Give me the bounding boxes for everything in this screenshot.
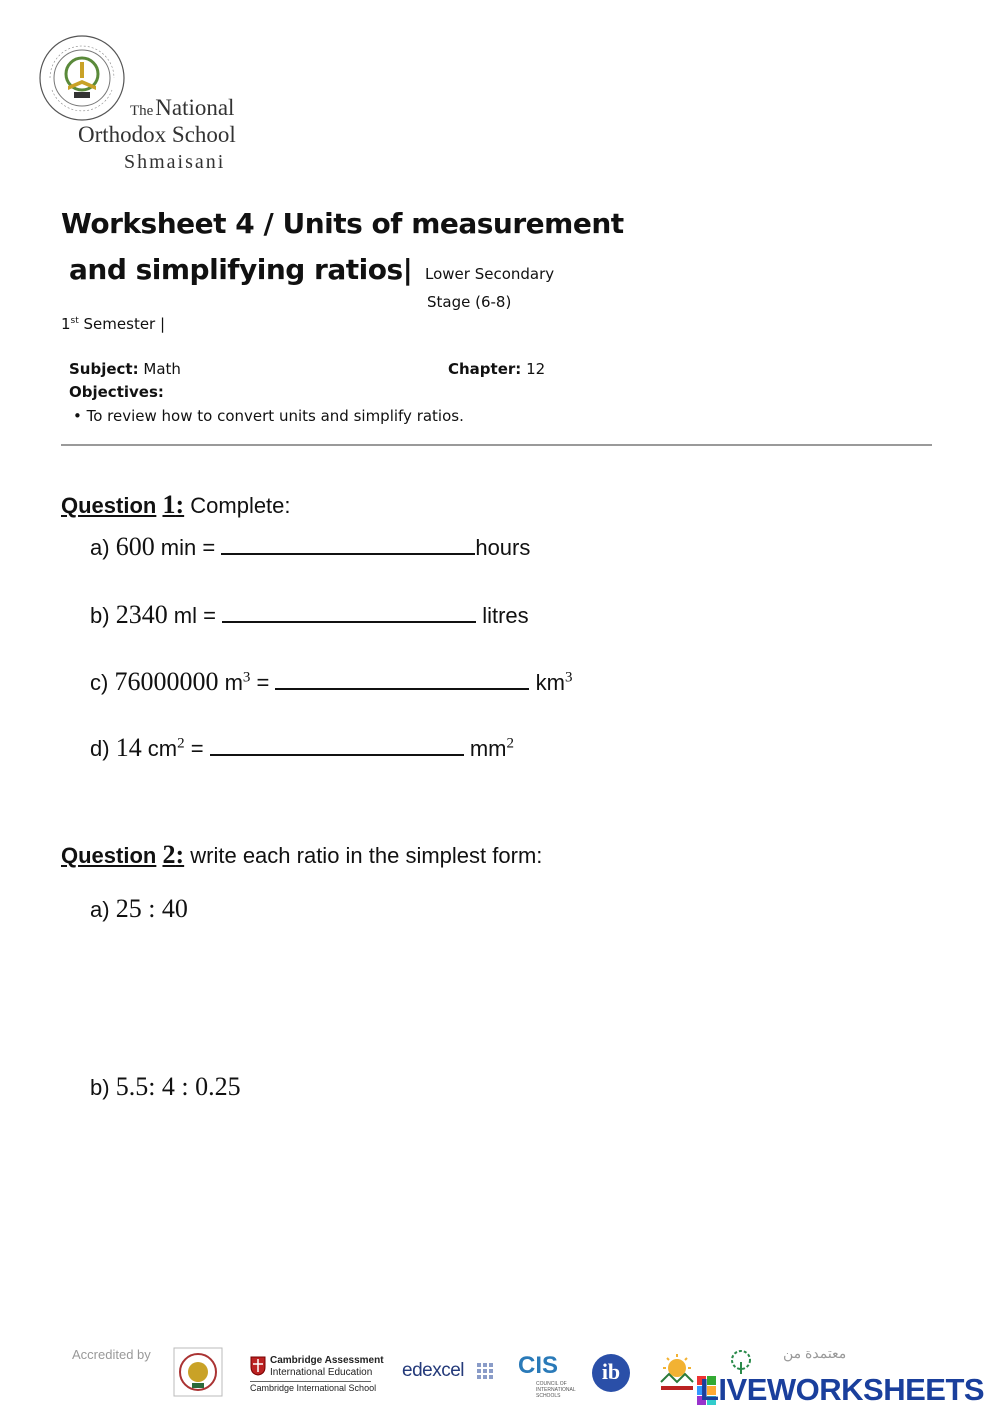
school-line2: Orthodox School xyxy=(78,122,236,147)
question-1-colon: : xyxy=(175,490,185,519)
question-2-word: Question xyxy=(61,843,157,868)
q1-item-a-letter: a) xyxy=(90,535,110,560)
semester-sup: st xyxy=(70,316,79,326)
stage-line1: Lower Secondary xyxy=(425,265,555,283)
accreditation-sun-logo xyxy=(655,1352,699,1394)
chapter-value: 12 xyxy=(521,360,546,378)
accredited-by-label: Accredited by xyxy=(72,1347,151,1362)
q1-item-d-eq: = xyxy=(184,736,210,761)
objective-item: • To review how to convert units and simplify ratios. xyxy=(73,407,464,425)
q1-item-b-answer-blank[interactable] xyxy=(222,601,476,623)
chapter-label: Chapter: xyxy=(448,360,522,378)
worksheet-title-line1: Worksheet 4 / Units of measurement xyxy=(61,207,624,240)
question-1-number: 1 xyxy=(162,490,176,519)
q1-item-d-value: 14 xyxy=(115,733,142,762)
q2-item-b-letter: b) xyxy=(90,1075,110,1100)
subject-value: Math xyxy=(138,360,181,378)
stage-line2: Stage (6-8) xyxy=(427,293,512,311)
q1-item-a xyxy=(90,532,530,562)
q1-item-c-letter: c) xyxy=(90,670,109,695)
question-1-word: Question xyxy=(61,493,157,518)
school-name xyxy=(78,96,236,172)
question-2-prompt: write each ratio in the simplest form: xyxy=(184,843,543,868)
q1-item-c-after: km xyxy=(529,670,565,695)
liveworksheets-watermark: LIVEWORKSHEETS xyxy=(700,1372,985,1407)
q1-item-a-after: hours xyxy=(475,535,531,560)
q1-item-b-unit: ml = xyxy=(167,603,223,628)
q1-item-d-after: mm xyxy=(463,736,507,761)
semester-label xyxy=(61,315,165,333)
q1-item-c-after-sup: 3 xyxy=(564,669,573,686)
question-1-prompt: Complete: xyxy=(184,493,291,518)
q1-item-b-after: litres xyxy=(476,603,529,628)
q1-item-c-eq: = xyxy=(250,670,276,695)
q2-item-b-value: 5.5: 4 : 0.25 xyxy=(115,1072,241,1101)
q2-item-a-letter: a) xyxy=(90,897,110,922)
q1-item-a-unit: min = xyxy=(154,535,222,560)
divider xyxy=(61,444,932,446)
school-line3: Shmaisani xyxy=(124,151,226,173)
q1-item-d xyxy=(90,733,514,763)
q1-item-c-answer-blank[interactable] xyxy=(275,668,529,690)
q2-item-a-value: 25 : 40 xyxy=(115,894,188,923)
edexcel-dots-icon xyxy=(477,1363,495,1379)
q2-item-b xyxy=(90,1072,241,1102)
jordan-ministry-logo xyxy=(173,1347,223,1397)
subject-label: Subject: xyxy=(69,360,139,378)
semester-rest: Semester | xyxy=(78,315,166,333)
edexcel-logo: edexcel xyxy=(402,1360,464,1381)
question-2-number: 2 xyxy=(162,840,176,869)
q1-item-b xyxy=(90,600,529,630)
q1-item-c-unit: m xyxy=(218,670,243,695)
question-2-heading xyxy=(61,840,542,870)
semester-num: 1 xyxy=(61,315,71,333)
q2-item-a xyxy=(90,894,188,924)
ib-logo: ib xyxy=(592,1354,630,1392)
q1-item-c-value: 76000000 xyxy=(114,667,219,696)
school-the: The xyxy=(130,103,154,119)
cambridge-line2: International Education xyxy=(270,1367,373,1378)
q1-item-a-answer-blank[interactable] xyxy=(221,533,475,555)
q1-item-a-value: 600 xyxy=(115,532,155,561)
q1-item-c-sup: 3 xyxy=(242,669,251,686)
cambridge-line1: Cambridge Assessment xyxy=(270,1355,384,1366)
q1-item-d-unit: cm xyxy=(141,736,178,761)
q1-item-d-after-sup: 2 xyxy=(506,735,514,752)
q1-item-c xyxy=(90,667,572,697)
cis-logo: CIS xyxy=(518,1352,559,1379)
chapter-field xyxy=(448,360,545,378)
accredited-arabic-label: معتمدة من xyxy=(783,1345,847,1361)
q1-item-b-letter: b) xyxy=(90,603,110,628)
worksheet-title-line2: and simplifying ratios| xyxy=(69,253,413,286)
question-1-heading xyxy=(61,490,291,520)
school-national: National xyxy=(155,95,235,120)
cambridge-line3: Cambridge International School xyxy=(250,1383,377,1393)
cambridge-shield-icon xyxy=(250,1356,266,1376)
q1-item-d-answer-blank[interactable] xyxy=(210,734,464,756)
subject-field xyxy=(69,360,181,378)
question-2-colon: : xyxy=(175,840,185,869)
cis-sub-text: COUNCIL OF INTERNATIONAL SCHOOLS xyxy=(536,1381,576,1399)
q1-item-d-letter: d) xyxy=(90,736,110,761)
q1-item-d-sup: 2 xyxy=(177,735,185,752)
q1-item-b-value: 2340 xyxy=(115,600,168,629)
cambridge-logo-text xyxy=(270,1355,384,1379)
objectives-label: Objectives: xyxy=(69,383,164,401)
